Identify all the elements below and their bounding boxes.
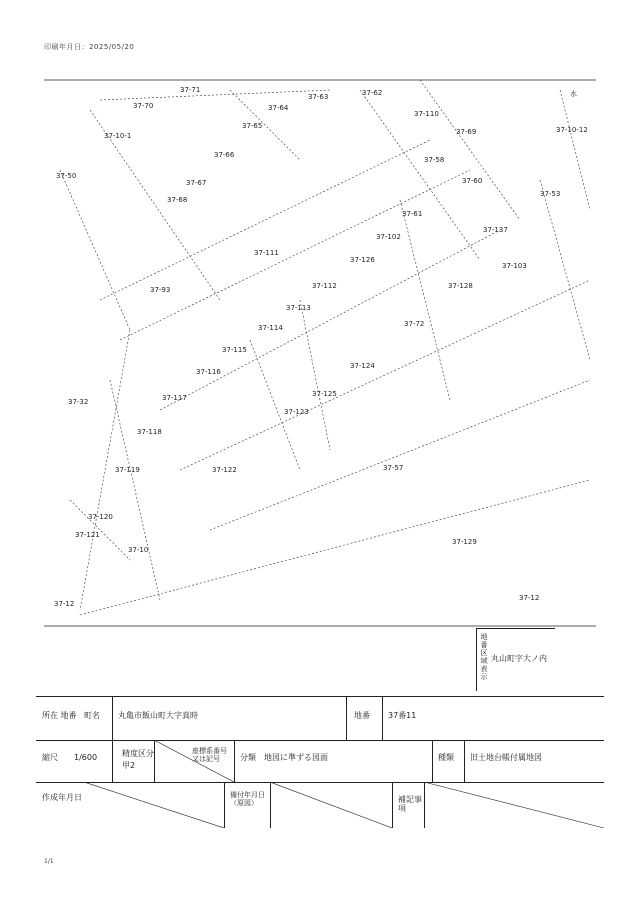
remarks-label: 補記事項 [398,795,422,813]
scale-value: 1/600 [74,753,98,762]
info-table [36,696,604,828]
town-value: 丸亀市飯山町大字真時 [118,711,198,720]
parcel-label: 37-112 [312,282,337,290]
parcel-label: 37-120 [88,513,113,521]
parcel-label: 37-70 [133,102,154,110]
parcel-label: 37-12 [54,600,75,608]
area-legend-box [476,628,555,691]
scale-label: 縮尺 [42,753,58,762]
parcel-label: 37-117 [162,394,187,402]
parcel-label: 37-64 [268,104,289,112]
parcel-label: 37-58 [424,156,445,164]
parcel-label: 37-71 [180,86,201,94]
parcel-label: 37-137 [483,226,508,234]
parcel-label: 37-103 [502,262,527,270]
area-legend-label: 地番区域表示 [480,633,488,681]
parcel-label: 37-57 [383,464,404,472]
parcel-label: 37-65 [242,122,263,130]
parcel-label: 37-63 [308,93,329,101]
parcel-label: 37-121 [75,531,100,539]
parcel-label: 37-93 [150,286,171,294]
parcel-label: 37-50 [56,172,77,180]
class-label: 分類 [240,753,256,762]
coord-system-empty-slash [154,740,234,782]
parcel-label: 37-124 [350,362,375,370]
parcel-label: 37-128 [448,282,473,290]
parcel-label: 37-114 [258,324,283,332]
coord-system-label: 座標系番号 又は記号 [192,747,227,763]
parcel-label: 37-62 [362,89,383,97]
parcel-label: 37-32 [68,398,89,406]
parcel-label: 37-118 [137,428,162,436]
class-value: 地図に準ずる図面 [264,753,328,762]
location-label: 所在 地番 [42,711,77,720]
parcel-label: 37-123 [284,408,309,416]
town-label: 町名 [84,711,100,720]
parcel-label: 37-10 [128,546,149,554]
parcel-label: 37-111 [254,249,279,257]
parcel-label: 37-10-12 [556,126,588,134]
kept-date-label: 備付年月日（原図） [230,791,265,807]
parcel-label: 37-113 [286,304,311,312]
type-value: 旧土地台帳付属地図 [470,753,542,762]
parcel-label: 37-68 [167,196,188,204]
parcel-label: 37-61 [402,210,423,218]
lot-label: 地番 [354,711,370,720]
created-date-label: 作成年月日 [42,793,82,802]
parcel-label: 37-67 [186,179,207,187]
parcel-label: 37-119 [115,466,140,474]
parcel-label: 37-126 [350,256,375,264]
parcel-label: 37-115 [222,346,247,354]
accuracy-label: 精度区分 [122,749,154,758]
parcel-label: 37-66 [214,151,235,159]
lot-value: 37番11 [388,711,417,720]
parcel-label: 37-10-1 [104,132,132,140]
parcel-label: 37-110 [414,110,439,118]
parcel-label: 37-122 [212,466,237,474]
parcel-label: 37-53 [540,190,561,198]
parcel-label: 37-125 [312,390,337,398]
created-date-empty-slash [84,782,224,828]
print-date: 印刷年月日：2025/05/20 [44,43,135,51]
parcel-label: 37-12 [519,594,540,602]
parcel-label: 37-60 [462,177,483,185]
accuracy-value: 甲2 [122,761,136,770]
type-label: 種類 [438,753,454,762]
parcel-label: 37-102 [376,233,401,241]
road-note: 水 [570,90,577,98]
area-legend-value: 丸山町字大ノ内 [491,654,547,663]
page-number: 1/1 [44,858,54,865]
kept-date-empty-slash [270,782,392,828]
parcel-label: 37-69 [456,128,477,136]
parcel-label: 37-72 [404,320,425,328]
remarks-empty-slash [424,782,604,828]
parcel-label: 37-129 [452,538,477,546]
parcel-label: 37-116 [196,368,221,376]
